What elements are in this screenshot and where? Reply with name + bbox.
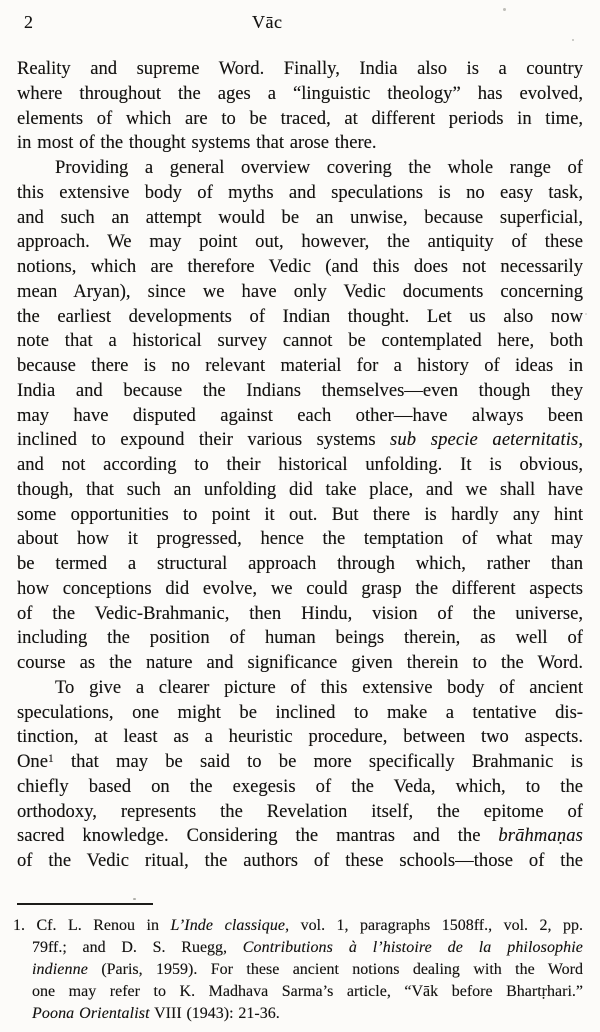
text-line: Reality and supreme Word. Finally, India also is a country	[17, 58, 583, 79]
text-line: inclined to expound their various systems sub specie aeternitatis,	[17, 429, 583, 451]
text-line: how conceptions did evolve, we could grasp the different aspects	[17, 577, 583, 599]
footnote-line: Poona Orientalist VIII (1943): 21-36.	[32, 1004, 280, 1022]
footnote-line: one may refer to K. Madhava Sarma’s article, “Vāk before Bhartṛhari.”	[32, 982, 583, 1000]
text-line: sacred knowledge. Considering the mantras and the brāhmaṇas	[17, 825, 583, 847]
text-line: approach. We may point out, however, the antiquity of these	[17, 231, 583, 253]
text-line: notions, which are therefore Vedic (and this does not necessarily	[17, 256, 583, 277]
text-line: course as the nature and significance given therein to the Word.	[17, 652, 583, 673]
scan-speck	[133, 898, 136, 900]
text-line: and not according to their historical unfolding. It is obvious,	[17, 454, 583, 475]
text-line: elements of which are to be traced, at different periods in time,	[17, 107, 583, 129]
text-line: some opportunities to point it out. But there is hardly any hint	[17, 503, 583, 525]
footnote-line: 1. Cf. L. Renou in L’Inde classique, vol. 1, paragraphs 1508ff., vol. 2, pp.	[13, 916, 583, 934]
text-line: in most of the thought systems that arose there.	[17, 132, 377, 154]
text-line: chiefly based on the exegesis of the Veda, which, to the	[17, 775, 583, 797]
text-line: be termed a structural approach through which, rather than	[17, 553, 583, 574]
footnote-line: 79ff.; and D. S. Ruegg, Contributions à l’histoire de la philosophie	[32, 938, 583, 956]
text-line: mean Aryan), since we have only Vedic documents concerning	[17, 280, 583, 302]
scan-speck	[572, 39, 574, 41]
text-line: To give a clearer picture of this extensive body of ancient	[55, 676, 583, 698]
text-line: though, that such an unfolding did take place, and we shall have	[17, 478, 583, 500]
running-title: Vāc	[252, 12, 283, 32]
text-line: and such an attempt would be an unwise, because superficial,	[17, 206, 583, 228]
footnote-line: indienne (Paris, 1959). For these ancient notions dealing with the Word	[32, 960, 583, 978]
text-line: where throughout the ages a “linguistic theology” has evolved,	[17, 82, 583, 104]
scan-speck	[503, 8, 506, 11]
running-head	[0, 0, 600, 33]
text-line: speculations, one might be inclined to make a tentative dis-	[17, 701, 583, 723]
text-line: the earliest developments of Indian thought. Let us also now	[17, 305, 583, 327]
text-line: because there is no relevant material for a history of ideas in	[17, 355, 583, 376]
text-line: note that a historical survey cannot be contemplated here, both	[17, 330, 583, 352]
text-line: India and because the Indians themselves—even though they	[17, 379, 583, 401]
text-line: of the Vedic ritual, the authors of these schools—those of the	[17, 850, 583, 871]
text-line: about how it progressed, hence the temptation of what may	[17, 528, 583, 550]
footnote	[13, 915, 583, 1025]
body-text	[17, 57, 583, 874]
text-line: tinction, at least as a heuristic procedure, between two aspects.	[17, 726, 583, 748]
text-line: One$^1$ that may be said to be more specifically Brahmanic is	[17, 751, 583, 772]
text-line: may have disputed against each other—have always been	[17, 404, 583, 426]
footnote-rule	[17, 903, 153, 905]
text-line: orthodoxy, represents the Revelation itself, the epitome of	[17, 800, 583, 822]
text-line: Providing a general overview covering the whole range of	[55, 157, 583, 178]
text-line: this extensive body of myths and speculations is no easy task,	[17, 181, 583, 203]
scan-speck	[585, 313, 587, 315]
text-line: of the Vedic-Brahmanic, then Hindu, vision of the universe,	[17, 602, 583, 624]
page-number: 2	[24, 12, 33, 32]
text-line: including the position of human beings therein, as well of	[17, 627, 583, 649]
